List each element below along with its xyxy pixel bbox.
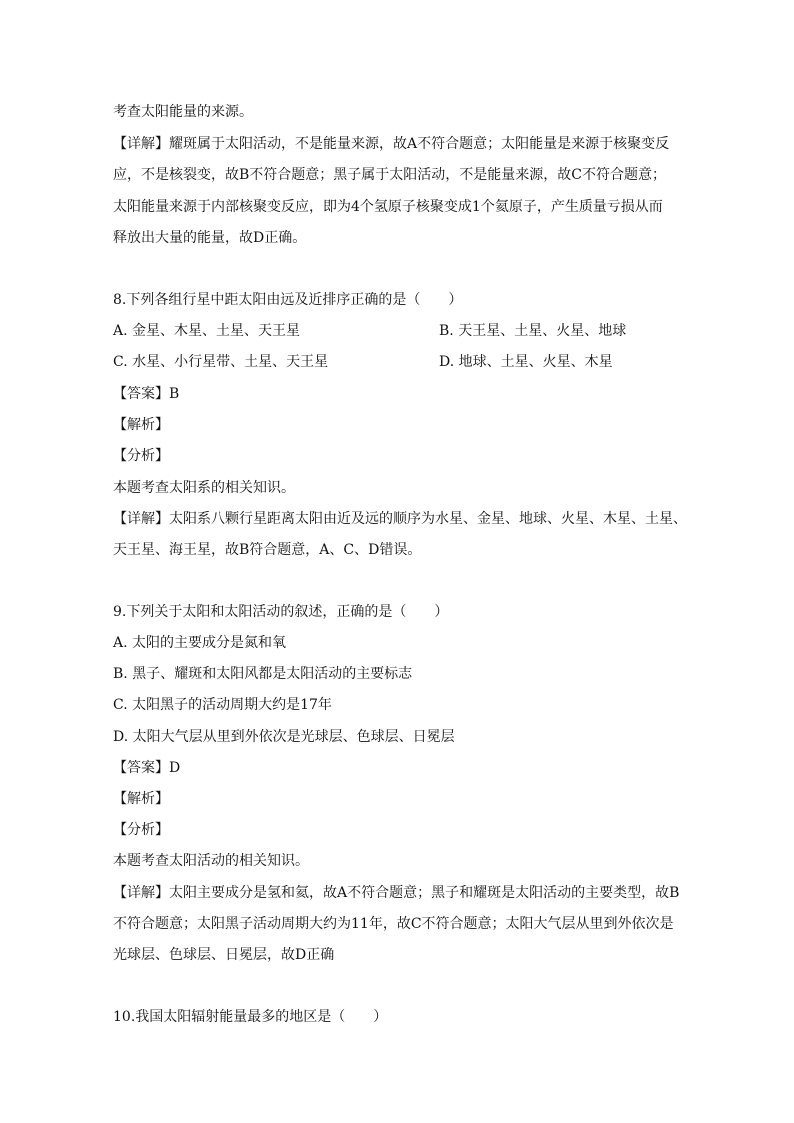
q8-stem: 8.下列各组行星中距太阳由远及近排序正确的是（ ） <box>113 292 463 308</box>
q7-detail-line-3: 太阳能量来源于内部核聚变反应，即为4个氢原子核聚变成1个氦原子，产生质量亏损从而 <box>113 199 663 215</box>
q9-option-d: D. 太阳大气层从里到外依次是光球层、色球层、日冕层 <box>113 729 455 745</box>
q8-option-c: C. 水星、小行星带、土星、天王星 <box>113 354 329 370</box>
q9-fenxi-heading: 【分析】 <box>113 822 169 838</box>
q9-detail-line-1: 【详解】太阳主要成分是氢和氦，故A不符合题意；黑子和耀斑是太阳活动的主要类型，故B <box>113 885 680 901</box>
q8-detail-line-1: 【详解】太阳系八颗行星距离太阳由近及远的顺序为水星、金星、地球、火星、木星、土星、 <box>113 511 687 527</box>
q9-analysis: 本题考查太阳活动的相关知识。 <box>113 853 309 869</box>
q7-analysis-line: 考查太阳能量的来源。 <box>113 104 253 120</box>
q9-option-c: C. 太阳黑子的活动周期大约是17年 <box>113 697 332 713</box>
q8-fenxi-heading: 【分析】 <box>113 448 169 464</box>
q8-analysis: 本题考查太阳系的相关知识。 <box>113 480 295 496</box>
q9-detail-line-3: 光球层、色球层、日冕层，故D正确 <box>113 947 335 963</box>
q7-detail-line-1: 【详解】耀斑属于太阳活动，不是能量来源，故A不符合题意；太阳能量是来源于核聚变反 <box>113 136 670 152</box>
q9-option-b: B. 黑子、耀斑和太阳风都是太阳活动的主要标志 <box>113 666 413 682</box>
q8-detail-line-2: 天王星、海王星，故B符合题意，A、C、D错误。 <box>113 542 422 558</box>
q8-option-a: A. 金星、木星、土星、天王星 <box>113 323 301 339</box>
q8-answer: 【答案】B <box>113 386 180 402</box>
q10-stem: 10.我国太阳辐射能量最多的地区是（ ） <box>113 1009 388 1025</box>
q9-jiexi-heading: 【解析】 <box>113 791 169 807</box>
q8-option-d: D. 地球、土星、火星、木星 <box>439 354 613 370</box>
q8-option-b: B. 天王星、土星、火星、地球 <box>439 323 627 339</box>
q7-detail-line-2: 应，不是核裂变，故B不符合题意；黑子属于太阳活动，不是能量来源，故C不符合题意； <box>113 167 666 183</box>
q9-stem: 9.下列关于太阳和太阳活动的叙述，正确的是（ ） <box>113 604 449 620</box>
q9-option-a: A. 太阳的主要成分是氮和氧 <box>113 635 287 651</box>
q9-answer: 【答案】D <box>113 760 181 776</box>
q8-jiexi-heading: 【解析】 <box>113 417 169 433</box>
q9-detail-line-2: 不符合题意；太阳黑子活动周期大约为11年，故C不符合题意；太阳大气层从里到外依次是 <box>113 916 674 932</box>
q7-detail-line-4: 释放出大量的能量，故D正确。 <box>113 230 307 246</box>
